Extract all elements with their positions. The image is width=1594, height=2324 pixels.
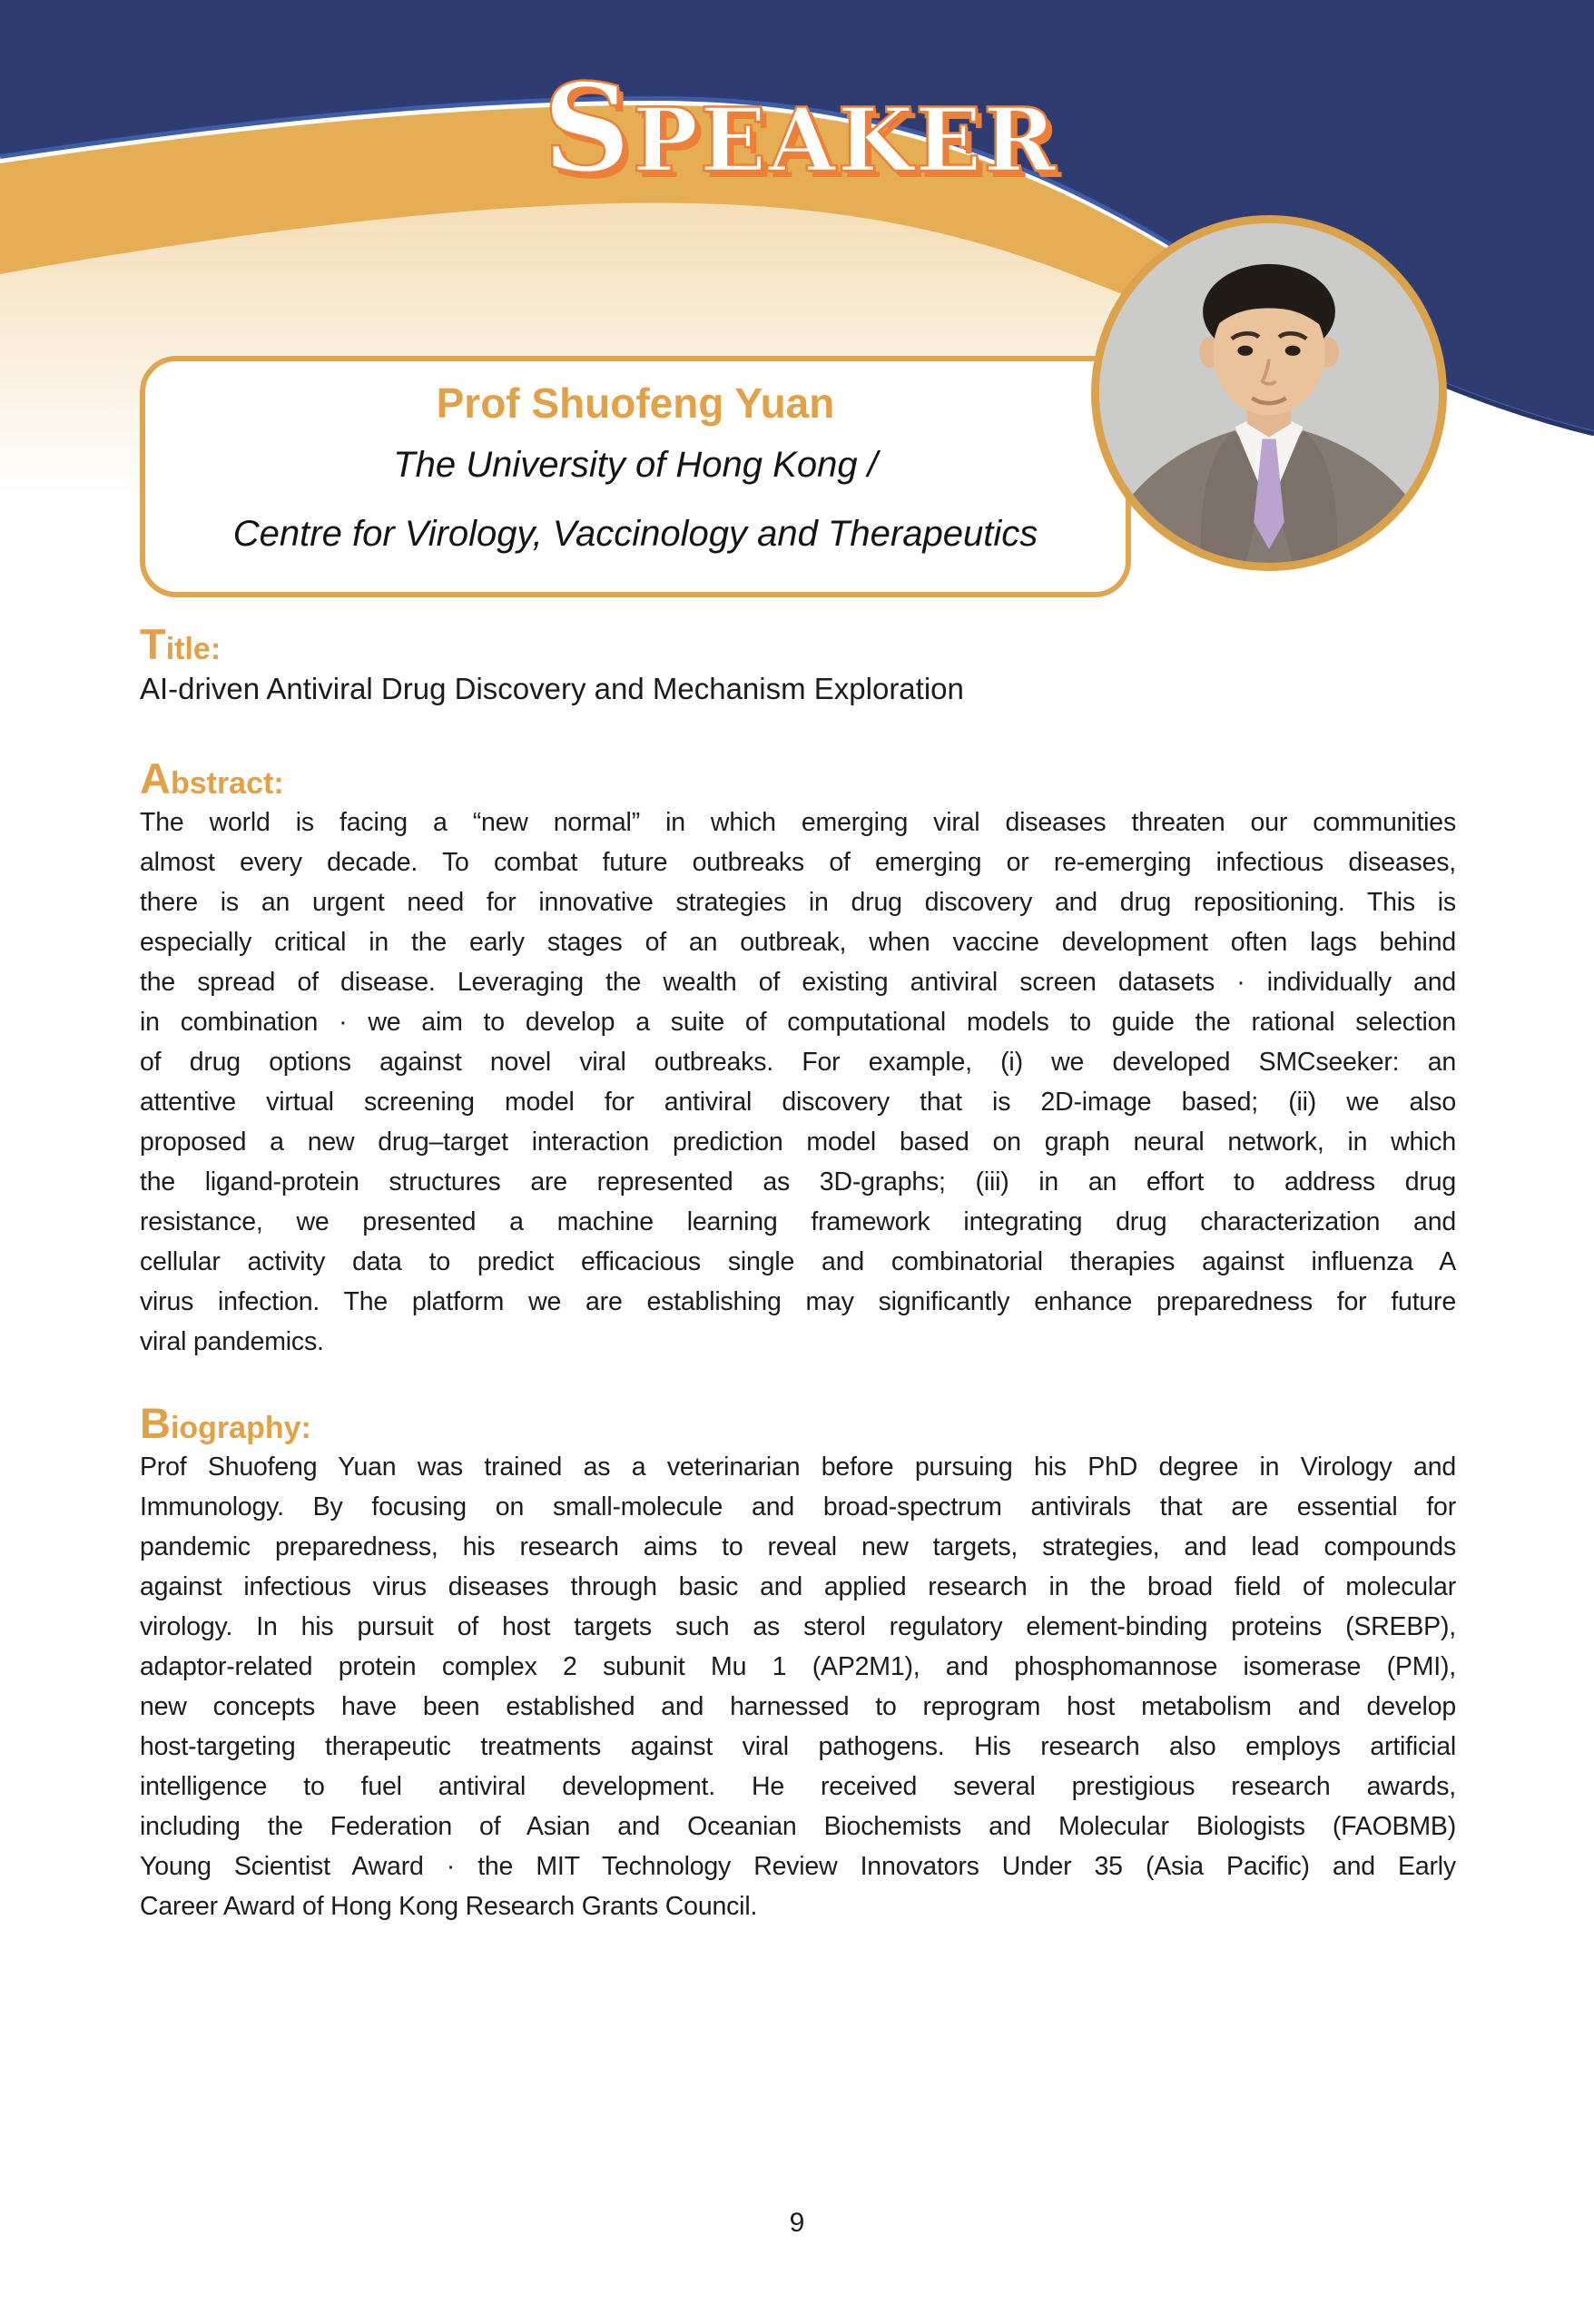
biography-line: adaptor-related protein complex 2 subunit Mu 1 (AP2M1), and phosphomannose isomerase (PMI),	[140, 1652, 1456, 1681]
abstract-line: attentive virtual screening model for antiviral discovery that is 2D-image based; (ii) we also	[140, 1088, 1456, 1117]
biography-line: host-targeting therapeutic treatments against viral pathogens. His research also employs artificial	[140, 1732, 1456, 1761]
abstract-paragraph	[140, 803, 1456, 1362]
abstract-line: virus infection. The platform we are establishing may significantly enhance preparedness for future	[140, 1287, 1456, 1316]
abstract-line: the ligand-protein structures are represented as 3D-graphs; (iii) in an effort to address drug	[140, 1167, 1456, 1196]
abstract-line: there is an urgent need for innovative strategies in drug discovery and drug repositioning. This is	[140, 888, 1456, 917]
biography-line: against infectious virus diseases through basic and applied research in the broad field of molecular	[140, 1572, 1456, 1601]
speaker-affiliation-line1: The University of Hong Kong /	[393, 445, 878, 485]
abstract-line: viral pandemics.	[140, 1327, 324, 1356]
abstract-section-heading: Abstract:	[140, 754, 284, 803]
biography-line: virology. In his pursuit of host targets such as sterol regulatory element-binding proteins (SREBP),	[140, 1612, 1456, 1641]
biography-line: Career Award of Hong Kong Research Grants Council.	[140, 1892, 758, 1921]
biography-line: Young Scientist Award · the MIT Technology Review Innovators Under 35 (Asia Pacific) and Early	[140, 1852, 1456, 1881]
biography-paragraph	[140, 1447, 1456, 1926]
biography-line: pandemic preparedness, his research aims to reveal new targets, strategies, and lead compounds	[140, 1532, 1456, 1561]
abstract-line: almost every decade. To combat future outbreaks of emerging or re-emerging infectious diseases,	[140, 848, 1456, 877]
title-section-heading: Title:	[140, 620, 221, 668]
abstract-line: of drug options against novel viral outbreaks. For example, (i) we developed SMCseeker: an	[140, 1048, 1456, 1077]
abstract-line: proposed a new drug–target interaction prediction model based on graph neural network, in which	[140, 1128, 1456, 1157]
speaker-portrait-photo	[1091, 215, 1447, 571]
abstract-line: the spread of disease. Leveraging the wealth of existing antiviral screen datasets · individually and	[140, 968, 1456, 997]
talk-title-text: AI-driven Antiviral Drug Discovery and Mechanism Exploration	[140, 672, 964, 705]
abstract-line: cellular activity data to predict efficacious single and combinatorial therapies against influenza A	[140, 1247, 1456, 1276]
speaker-card	[140, 356, 1131, 597]
abstract-line: resistance, we presented a machine learning framework integrating drug characterization and	[140, 1207, 1456, 1236]
biography-line: Immunology. By focusing on small-molecule and broad-spectrum antivirals that are essential for	[140, 1492, 1456, 1521]
abstract-line: in combination · we aim to develop a suite of computational models to guide the rational selection	[140, 1008, 1456, 1037]
biography-line: including the Federation of Asian and Oceanian Biochemists and Molecular Biologists (FAOBMB)	[140, 1812, 1456, 1841]
biography-line: Prof Shuofeng Yuan was trained as a veterinarian before pursuing his PhD degree in Virology and	[140, 1452, 1456, 1482]
page-number: 9	[789, 2208, 805, 2238]
biography-line: intelligence to fuel antiviral development. He received several prestigious research awards,	[140, 1772, 1456, 1801]
biography-section-heading: Biography:	[140, 1399, 311, 1447]
speaker-name: Prof Shuofeng Yuan	[436, 379, 835, 427]
abstract-line: especially critical in the early stages of an outbreak, when vaccine development often lags behind	[140, 928, 1456, 957]
speaker-affiliation-line2: Centre for Virology, Vaccinology and Therapeutics	[232, 514, 1038, 554]
speaker-banner-title: SPEAKER	[543, 56, 1058, 200]
biography-line: new concepts have been established and harnessed to reprogram host metabolism and develop	[140, 1692, 1456, 1721]
abstract-line: The world is facing a “new normal” in which emerging viral diseases threaten our communities	[140, 808, 1456, 837]
portrait-illustration	[1099, 223, 1439, 563]
